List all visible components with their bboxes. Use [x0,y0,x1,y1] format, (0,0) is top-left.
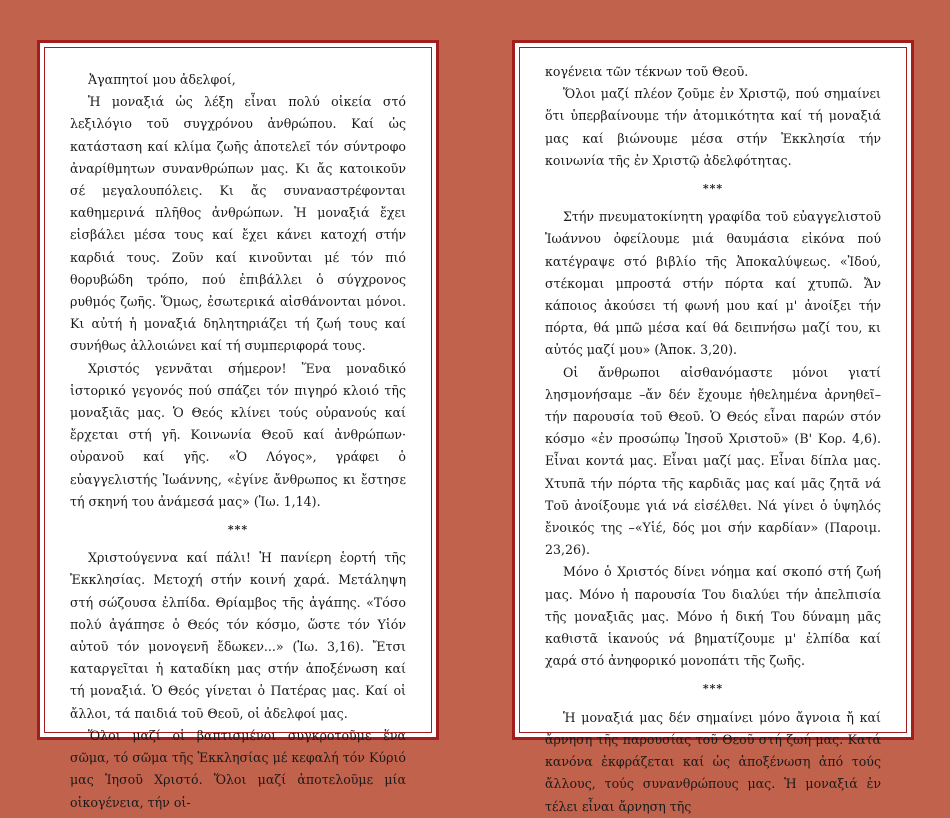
paragraph: Ἡ μοναξιά ὡς λέξη εἶναι πολύ οἰκεία στό λεξιλόγιο τοῦ συγχρόνου ἀνθρώπου. Καί ὡς κατάσταση καί κλίμα ζωῆς ἀποτελεῖ τόν σύντροφο ἀναρίθμητων συνανθρώπων μας. Κι ἄς κατοικοῦν σέ μεγαλουπόλεις. Κι ἄς συναναστρέφονται καθημερινά πλῆθος ἀνθρώπων. Ἡ μοναξιά ἔχει εἰσβάλει μέσα τους καί ἔχει κάνει κατοχή στήν καρδιά τους. Ζοῦν καί κινοῦνται μέ τόν πιό θορυβώδη τρόπο, πού ἐπιβάλλει ὁ σύγχρονος ρυθμός ζωῆς. Ὅμως, ἐσωτερικά αἰσθάνονται μόνοι. Κι αὐτή ἡ μοναξιά δηλητηριάζει τή ζωή τους καί συνήθως ἀλλοιώνει καί τή συμπεριφορά τους. [70,94,406,354]
paragraph: Χριστούγεννα καί πάλι! Ἡ πανίερη ἑορτή τῆς Ἐκκλησίας. Μετοχή στήν κοινή χαρά. Μετάληψη στή σώζουσα ἐλπίδα. Θρίαμβος τῆς ἀγάπης. «Τόσο πολύ ἀγάπησε ὁ Θεός τόν κόσμο, ὥστε τόν Υἱόν αὐτοῦ τόν μονογενῆ ἔδωκεν...» (Ἰω. 3,16). Ἔτσι καταργεῖται ἡ καταδίκη μας στήν ἀποξένωση καί τή μοναξιά. Ὁ Θεός γίνεται ὁ Πατέρας μας. Καί οἱ ἄλλοι, τά παιδιά τοῦ Θεοῦ, οἱ ἀδελφοί μας. [70,550,406,721]
right-page-text [545,61,881,814]
section-separator: *** [227,523,249,537]
paragraph: Στήν πνευματοκίνητη γραφίδα τοῦ εὐαγγελιστοῦ Ἰωάννου ὀφείλουμε μιά θαυμάσια εἰκόνα πού κατέγραψε στό βιβλίο τῆς Ἀποκαλύψεως. «Ἰδού, στέκομαι μπροστά στήν πόρτα καί χτυπῶ. Ἄν κάποιος ἀκούσει τή φωνή μου καί μ' ἀνοίξει τήν πόρτα, θά μπῶ μέσα καί θά δειπνήσω μαζί του, κι αὐτός μαζί μου» (Ἀποκ. 3,20). [545,209,881,358]
left-page [37,40,439,810]
right-page [512,40,914,814]
salutation: Ἀγαπητοί μου ἀδελφοί, [88,72,236,87]
continued-line: κογένεια τῶν τέκνων τοῦ Θεοῦ. [545,64,749,79]
section-separator: *** [702,682,724,696]
left-page-text [70,69,406,810]
paragraph: Μόνο ὁ Χριστός δίνει νόημα καί σκοπό στή ζωή μας. Μόνο ἡ παρουσία Του διαλύει τήν ἀπελπισία τῆς μοναξιᾶς μας. Μόνο ἡ δική Του δύναμη μᾶς καθιστᾶ ἱκανούς νά βηματίζουμε μ' ἐλπίδα καί χαρά στό ἀνηφορικό μονοπάτι τῆς ζωῆς. [545,564,881,669]
paragraph: Ἡ μοναξιά μας δέν σημαίνει μόνο ἄγνοια ἤ καί ἄρνηση τῆς παρουσίας τοῦ Θεοῦ στή ζωή μας. Κατά κανόνα ἐκφράζεται καί ὡς ἀποξένωση ἀπό τούς ἄλλους, τούς συνανθρώπους μας. Ἡ μοναξιά ἐν τέλει εἶναι ἄρνηση τῆς [545,709,881,814]
paragraph: Χριστός γεννᾶται σήμερον! Ἕνα μοναδικό ἱστορικό γεγονός πού σπάζει τόν πιγηρό κλοιό τῆς μοναξιᾶς μας. Ὁ Θεός κλίνει τούς οὐρανούς καί ἔρχεται στή γῆ. Κοινωνία Θεοῦ καί ἀνθρώπων· οὐρανοῦ καί γῆς. «Ὁ Λόγος», γράφει ὁ εὐαγγελιστής Ἰωάννης, «ἐγίνε ἄνθρωπος κι ἔστησε τή σκηνή του ἀνάμεσά μας» (Ἰω. 1,14). [70,360,406,509]
paragraph: Ὅλοι μαζί πλέον ζοῦμε ἐν Χριστῷ, πού σημαίνει ὅτι ὑπερβαίνουμε τήν ἀτομικότητα καί τή μοναξιά μας καί βιώνουμε μέσα στήν Ἐκκλησία τήν κοινωνία τῆς ἐν Χριστῷ ἀδελφότητας. [545,86,881,168]
paragraph: Ὅλοι μαζί οἱ βαπτισμένοι συγκροτοῦμε ἕνα σῶμα, τό σῶμα τῆς Ἐκκλησίας μέ κεφαλή τόν Κύριό μας Ἰησοῦ Χριστό. Ὅλοι μαζί ἀποτελοῦμε μία οἰκογένεια, τήν οἰ- [70,727,406,810]
section-separator: *** [702,182,724,196]
paragraph: Οἱ ἄνθρωποι αἰσθανόμαστε μόνοι γιατί λησμονήσαμε –ἄν δέν ἔχουμε ἠθελημένα ἀρνηθεῖ– τήν παρουσία τοῦ Θεοῦ. Ὁ Θεός εἶναι παρών στόν κόσμο «ἐν προσώπῳ Ἰησοῦ Χριστοῦ» (Β' Κορ. 4,6). Εἶναι κοντά μας. Εἶναι μαζί μας. Εἶναι δίπλα μας. Χτυπᾶ τήν πόρτα τῆς καρδιᾶς μας καί μᾶς ζητᾶ νά Τοῦ ἀνοίξουμε γιά νά εἰσέλθει. Νά γίνει ὁ ὑψηλός ἔνοικός της –«Υἱέ, δός μοι σήν καρδίαν» (Παροιμ. 23,26). [545,364,881,558]
